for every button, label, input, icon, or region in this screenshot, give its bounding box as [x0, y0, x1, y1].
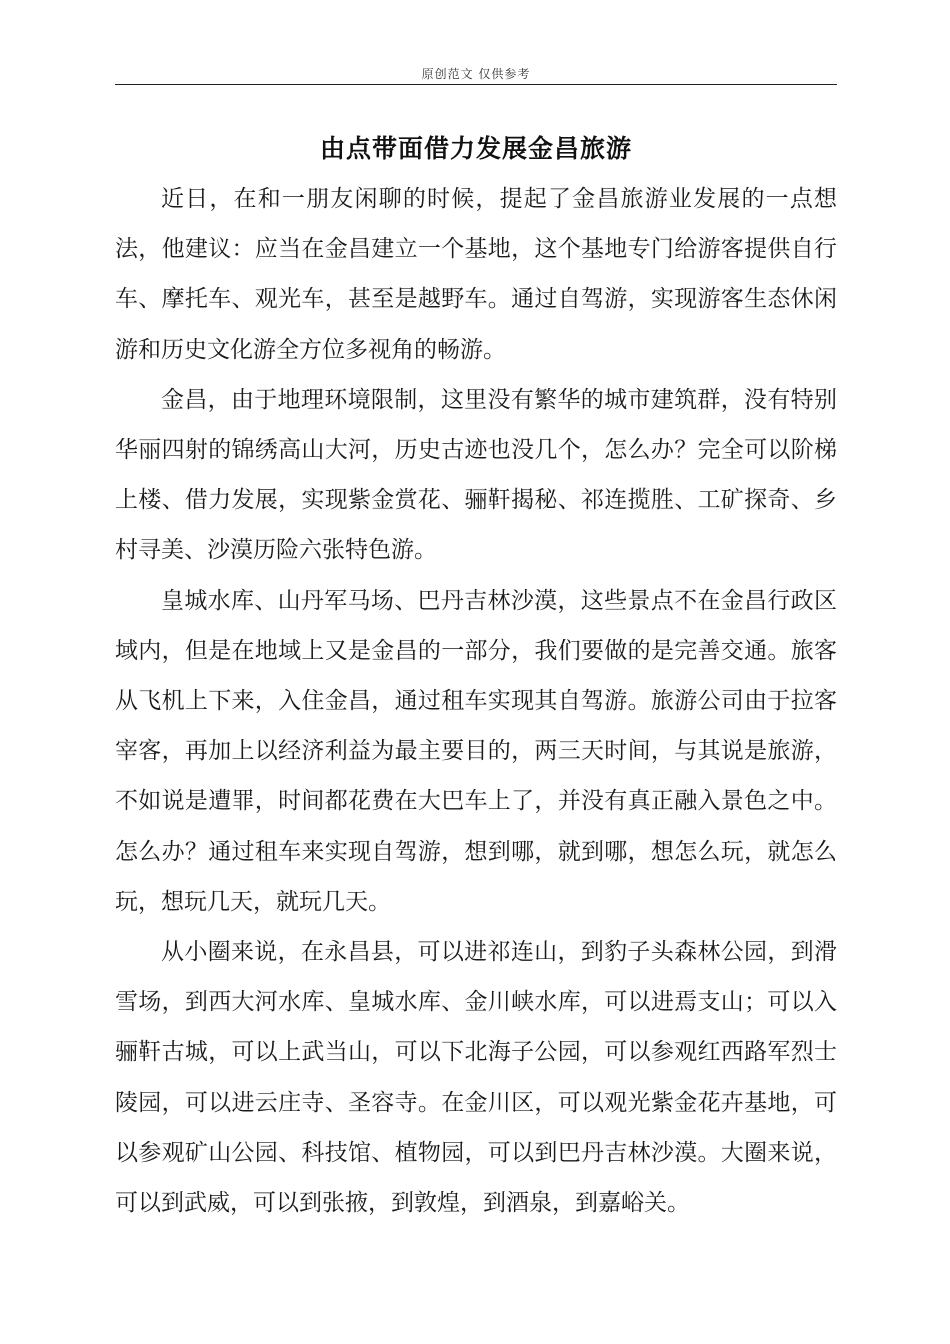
document-body	[115, 174, 837, 1228]
paragraph: 近日，在和一朋友闲聊的时候，提起了金昌旅游业发展的一点想法，他建议：应当在金昌建立一个基地，这个基地专门给游客提供自行车、摩托车、观光车，甚至是越野车。通过自驾游，实现游客生态休闲游和历史文化游全方位多视角的畅游。	[115, 186, 837, 363]
header-text: 原创范文 仅供参考	[421, 67, 531, 81]
page-header	[115, 64, 837, 85]
document-title: 由点带面借力发展金昌旅游	[319, 134, 632, 163]
paragraph: 金昌，由于地理环境限制，这里没有繁华的城市建筑群，没有特别华丽四射的锦绣高山大河，历史古迹也没几个，怎么办？完全可以阶梯上楼、借力发展，实现紫金赏花、骊靬揭秘、祁连揽胜、工矿探奇、乡村寻美、沙漠历险六张特色游。	[115, 386, 837, 564]
paragraph: 皇城水库、山丹军马场、巴丹吉林沙漠，这些景点不在金昌行政区域内，但是在地域上又是金昌的一部分，我们要做的是完善交通。旅客从飞机上下来，入住金昌，通过租车实现其自驾游。旅游公司由于拉客宰客，再加上以经济利益为最主要目的，两三天时间，与其说是旅游，不如说是遭罪，时间都花费在大巴车上了，并没有真正融入景色之中。怎么办？通过租车来实现自驾游，想到哪，就到哪，想怎么玩，就怎么玩，想玩几天，就玩几天。	[115, 587, 837, 915]
paragraph: 从小圈来说，在永昌县，可以进祁连山，到豹子头森林公园，到滑雪场，到西大河水库、皇城水库、金川峡水库，可以进焉支山；可以入骊靬古城，可以上武当山，可以下北海子公园，可以参观红西路军烈士陵园，可以进云庄寺、圣容寺。在金川区，可以观光紫金花卉基地，可以参观矿山公园、科技馆、植物园，可以到巴丹吉林沙漠。大圈来说，可以到武威，可以到张掖，到敦煌，到酒泉，到嘉峪关。	[115, 939, 837, 1217]
